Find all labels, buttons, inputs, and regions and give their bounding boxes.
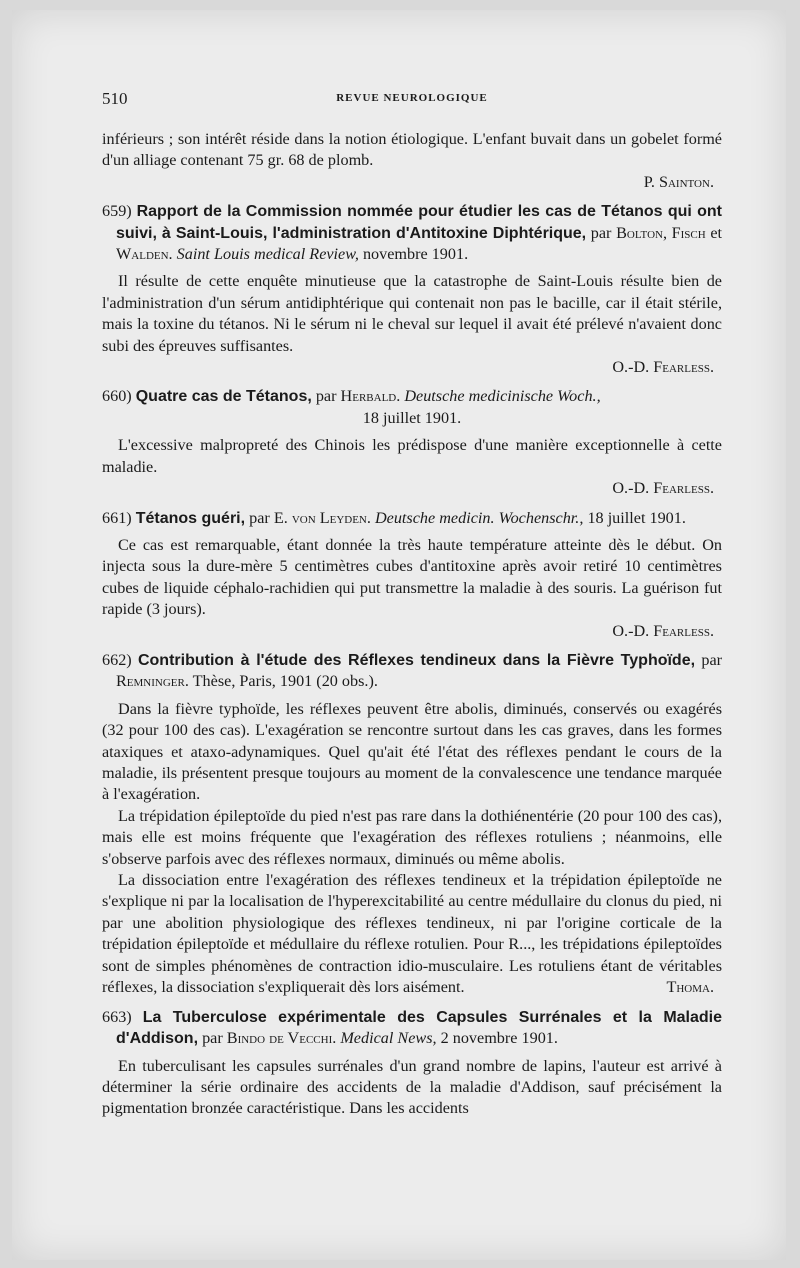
entry-659-by: par (590, 223, 612, 242)
entry-663-author: Bindo de Vecchi. (226, 1029, 337, 1048)
entry-662-rest: Thèse, Paris, 1901 (20 obs.). (192, 672, 378, 691)
entry-660-date: 18 juillet 1901. (362, 408, 462, 427)
entry-661-author: von Leyden. (291, 508, 371, 527)
entry-661-date: 18 juillet 1901. (587, 508, 686, 527)
entry-662-author: Remninger. (116, 672, 189, 691)
entry-662-heading (102, 650, 722, 693)
entry-662-paragraph-1: Dans la fièvre typhoïde, les réflexes peuvent être abolis, diminués, conservés ou exagérés (32 pour 100 des cas). L'exagération se rencontre surtout dans les cas graves, dans les formes ataxiques et ataxo-adynamiques. Quel qu'ait été l'état des réflexes pendant le cours de la maladie, ils présentent presque toujours au moment de la convalescence une tendance marquée à l'exagération. (102, 699, 722, 804)
intro-paragraph: inférieurs ; son intérêt réside dans la notion étiologique. L'enfant buvait dans un gobelet formé d'un alliage contenant 75 gr. 68 de plomb. (102, 130, 722, 170)
entry-663-journal: Medical News, (340, 1029, 437, 1048)
entry-659-journal: Saint Louis medical Review, (176, 245, 359, 264)
entry-659-signature: O.-D. Fearless. (612, 358, 714, 377)
entry-662 (102, 650, 722, 999)
entry-659-date: novembre 1901. (362, 245, 469, 264)
entry-662-paragraph-2: La trépidation épileptoïde du pied n'est pas rare dans la dothiénentérie (20 pour 100 des cas), mais elle est moins fréquente que l'exagération des réflexes rotuliens ; néanmoins, elle s'observe parfois avec des réflexes normaux, diminués ou même abolis. (102, 806, 722, 868)
page-body (102, 129, 722, 1120)
running-header (102, 89, 722, 111)
intro-signature: P. Sainton. (643, 172, 714, 191)
entry-660-heading (102, 386, 722, 407)
entry-660-signature: O.-D. Fearless. (612, 479, 714, 498)
entry-662-signature: Thoma. (666, 978, 714, 997)
entry-661-by: par E. (249, 508, 288, 527)
entry-663-heading (102, 1007, 722, 1050)
entry-660-number: 660) (102, 387, 132, 406)
page-number: 510 (102, 89, 128, 108)
entry-661-journal: Deutsche medicin. Wochenschr., (374, 508, 584, 527)
entry-663-number: 663) (102, 1007, 132, 1026)
entry-662-number: 662) (102, 650, 132, 669)
entry-660-journal: Deutsche medicinische Woch., (404, 387, 601, 406)
entry-661-heading (102, 508, 722, 529)
entry-660 (102, 386, 722, 499)
entry-662-paragraph-3: La dissociation entre l'exagération des réflexes tendineux et la trépidation épileptoïde ne s'explique ni par la localisation de l'hyperexcitabilité au centre médullaire du clonus du pied, ni par une abolition physiologique des réflexes tendineux, ni par l'origine corticale de la trépidation épileptoïde et médullaire du réflexe rotulien. Pour R..., les trépidations épileptoïdes sont de simples phénomènes de contraction idio-musculaire. Les rotuliens étant de véritables réflexes, la dissociation s'expliquerait dès lors aisément. (102, 871, 722, 997)
entry-663-date: 2 novembre 1901. (440, 1029, 558, 1048)
entry-660-by: par (315, 387, 337, 406)
entry-662-by: par (701, 650, 723, 669)
entry-663-body: En tuberculisant les capsules surrénales d'un grand nombre de lapins, l'auteur est arrivé à déterminer la série ordinaire des accidents de la maladie d'Addison, sauf précisément la pigmentation bronzée caractéristique. Dans les accidents (102, 1056, 722, 1118)
entry-663 (102, 1007, 722, 1120)
entry-659-title: Rapport de la Commission nommée pour étudier les cas de Tétanos qui ont suivi, à Saint-Louis, l'administration d'Antitoxine Diphtérique, (116, 203, 723, 242)
entry-659-author2: Walden. (116, 245, 173, 264)
entry-661-number: 661) (102, 508, 132, 527)
journal-title: REVUE NEUROLOGIQUE (336, 92, 488, 104)
entry-663-title: La Tuberculose expérimentale des Capsules Surrénales et la Maladie d'Addison, (116, 1008, 723, 1048)
entry-659-body: Il résulte de cette enquête minutieuse que la catastrophe de Saint-Louis résulte bien de l'administration d'un sérum antidiphtérique qui contenait non pas le bacille, car il était stérile, mais la toxine du tétanos. Ni le sérum ni le cheval sur lequel il avait été prélevé n'avaient donc subi des épreuves suffisantes. (102, 272, 722, 355)
entry-660-title: Quatre cas de Tétanos, (135, 388, 312, 406)
entry-660-author: Herbald. (340, 387, 401, 406)
entry-662-title: Contribution à l'étude des Réflexes tendineux dans la Fièvre Typhoïde, (137, 651, 696, 669)
entry-661-body: Ce cas est remarquable, étant donnée la très haute température atteinte dès le début. On injecta sous la dure-mère 5 centimètres cubes d'antitoxine après avoir retiré 10 centimètres cubes de liquide céphalo-rachidien qui put transmettre la maladie à des souris. La guérison fut rapide (3 jours). (102, 535, 722, 619)
entry-660-body: L'excessive malpropreté des Chinois les prédispose d'une manière exceptionnelle à cette maladie. (102, 436, 722, 476)
entry-659-number: 659) (102, 202, 132, 221)
entry-661-title: Tétanos guéri, (135, 509, 246, 527)
entry-663-by: par (202, 1029, 223, 1048)
entry-659 (102, 201, 722, 378)
entry-659-and: et (710, 223, 723, 242)
entry-661 (102, 508, 722, 642)
entry-659-heading (102, 201, 722, 265)
entry-661-signature: O.-D. Fearless. (612, 621, 714, 640)
entry-659-authors: Bolton, Fisch (616, 223, 706, 242)
